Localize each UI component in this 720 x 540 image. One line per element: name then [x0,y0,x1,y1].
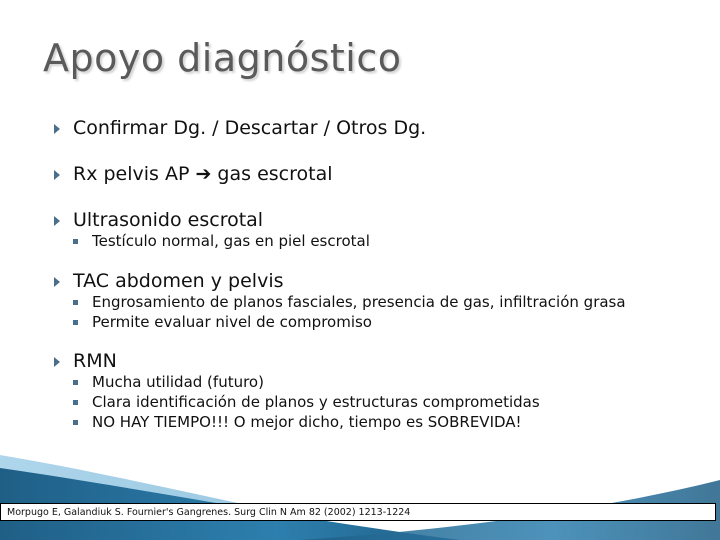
arrow-bullet-icon [54,124,60,134]
bullet-item [54,209,684,250]
sub-item [73,413,684,431]
bullet-item [54,270,684,331]
square-bullet-icon [73,420,78,425]
sub-item [73,393,684,411]
sub-list [73,293,684,331]
square-bullet-icon [73,380,78,385]
arrow-bullet-icon [54,170,60,180]
sub-item [73,293,684,311]
square-bullet-icon [73,239,78,244]
decorative-swoosh [0,440,720,540]
square-bullet-icon [73,320,78,325]
bullet-label: TAC abdomen y pelvis [73,270,284,292]
bullet-item [54,163,684,185]
sub-item-label: Testículo normal, gas en piel escrotal [92,232,370,250]
bullet-list [54,117,684,433]
arrow-bullet-icon [54,277,60,287]
sub-list [73,373,684,431]
bullet-label: RMN [73,350,117,372]
square-bullet-icon [73,400,78,405]
bullet-label: Rx pelvis AP ➔ gas escrotal [73,163,333,185]
sub-list [73,232,684,250]
bullet-label: Ultrasonido escrotal [73,209,264,231]
sub-item-label: Mucha utilidad (futuro) [92,373,264,391]
sub-item [73,232,684,250]
sub-item [73,313,684,331]
bullet-item [54,117,684,139]
slide-title: Apoyo diagnóstico [43,36,402,80]
sub-item [73,373,684,391]
square-bullet-icon [73,300,78,305]
bullet-item [54,350,684,431]
sub-item-label: Engrosamiento de planos fasciales, presencia de gas, infiltración grasa [92,293,626,311]
bullet-label: Confirmar Dg. / Descartar / Otros Dg. [73,117,427,139]
sub-item-label: Clara identificación de planos y estructuras comprometidas [92,393,540,411]
arrow-bullet-icon [54,216,60,226]
arrow-bullet-icon [54,357,60,367]
citation: Morpugo E, Galandiuk S. Fournier's Gangrenes. Surg Clin N Am 82 (2002) 1213-1224 [0,503,716,521]
sub-item-label: NO HAY TIEMPO!!! O mejor dicho, tiempo es SOBREVIDA! [92,413,522,431]
sub-item-label: Permite evaluar nivel de compromiso [92,313,372,331]
